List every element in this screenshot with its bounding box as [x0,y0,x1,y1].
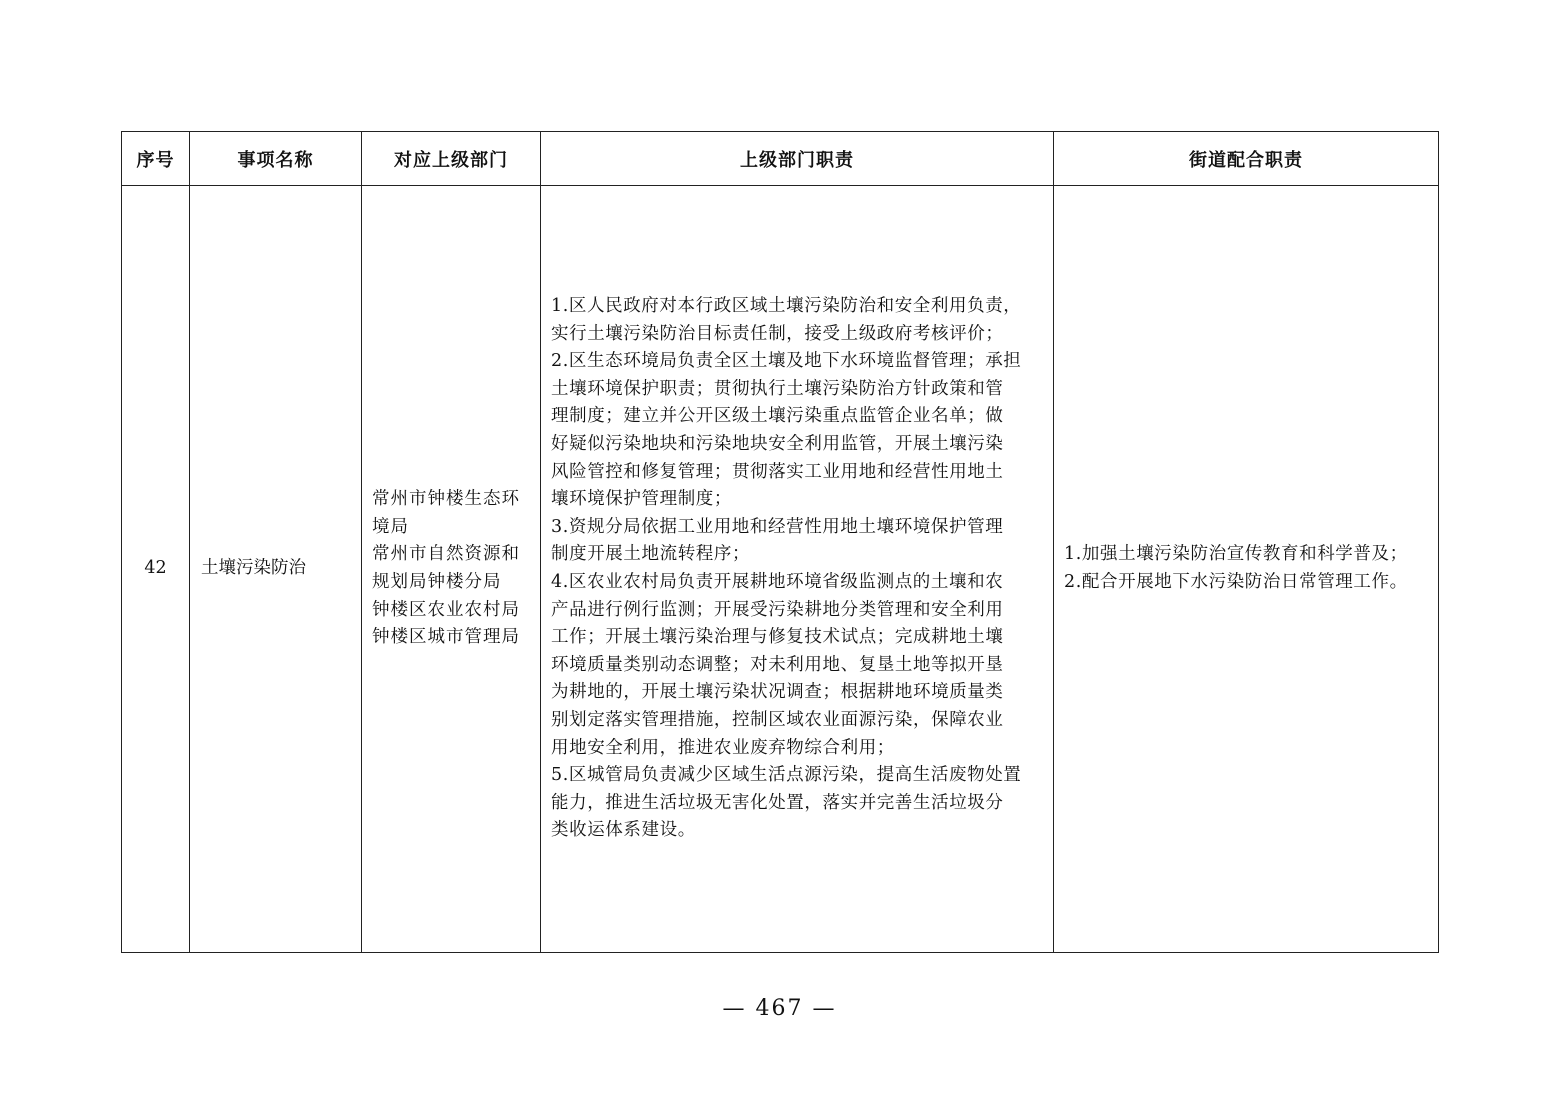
cell-item-name: 土壤污染防治 [190,186,362,953]
table-row [122,186,1439,953]
duty-line: 理制度；建立并公开区级土壤污染重点监管企业名单；做 [551,406,1004,427]
duty-line: 产品进行例行监测；开展受污染耕地分类管理和安全利用 [551,599,1004,620]
department-line: 境局 [372,516,409,537]
duty-line: 风险管控和修复管理；贯彻落实工业用地和经营性用地土 [551,461,1004,482]
department-line: 常州市钟楼生态环 [372,489,520,510]
cell-departments [362,186,541,953]
duty-line: 能力，推进生活垃圾无害化处置，落实并完善生活垃圾分 [551,792,1004,813]
duty-line: 类收运体系建设。 [551,820,696,841]
header-item-name: 事项名称 [190,132,362,186]
responsibility-table [121,131,1439,953]
duty-line: 为耕地的，开展土壤污染状况调查；根据耕地环境质量类 [551,682,1004,703]
duty-line: 3.资规分局依据工业用地和经营性用地土壤环境保护管理 [551,516,1004,537]
table-header-row [122,132,1439,186]
header-superior-department: 对应上级部门 [362,132,541,186]
header-street-duties: 街道配合职责 [1054,132,1439,186]
duty-line: 实行土壤污染防治目标责任制，接受上级政府考核评价； [551,323,1004,344]
cell-street-duties [1054,186,1439,953]
duty-line: 土壤环境保护职责；贯彻执行土壤污染防治方针政策和管 [551,378,1004,399]
duty-line: 制度开展土地流转程序； [551,544,751,565]
duty-line: 工作；开展土壤污染治理与修复技术试点；完成耕地土壤 [551,627,1004,648]
department-line: 钟楼区城市管理局 [372,627,520,648]
department-line: 规划局钟楼分局 [372,572,502,592]
page-number: — 467 — [722,996,837,1021]
street-duty-line: 1.加强土壤污染防治宣传教育和科学普及； [1064,544,1408,565]
duty-line: 2.区生态环境局负责全区土壤及地下水环境监督管理；承担 [551,351,1022,372]
duty-line: 壤环境保护管理制度； [551,489,732,510]
duty-line: 5.区城管局负责减少区域生活点源污染，提高生活废物处置 [551,765,1022,786]
header-superior-duties: 上级部门职责 [541,132,1054,186]
street-duty-line: 2.配合开展地下水污染防治日常管理工作。 [1064,572,1408,592]
duty-line: 别划定落实管理措施，控制区域农业面源污染，保障农业 [551,709,1004,730]
cell-seq: 42 [122,186,190,953]
duty-line: 1.区人民政府对本行政区域土壤污染防治和安全利用负责， [551,296,1022,317]
cell-superior-duties [541,186,1054,953]
duty-line: 环境质量类别动态调整；对未利用地、复垦土地等拟开垦 [551,654,1004,675]
header-seq: 序号 [122,132,190,186]
duty-line: 好疑似污染地块和污染地块安全利用监管，开展土壤污染 [551,434,1004,455]
duty-line: 4.区农业农村局负责开展耕地环境省级监测点的土壤和农 [551,572,1004,592]
department-line: 钟楼区农业农村局 [372,599,520,620]
duty-line: 用地安全利用，推进农业废弃物综合利用； [551,737,895,758]
department-line: 常州市自然资源和 [372,544,520,565]
